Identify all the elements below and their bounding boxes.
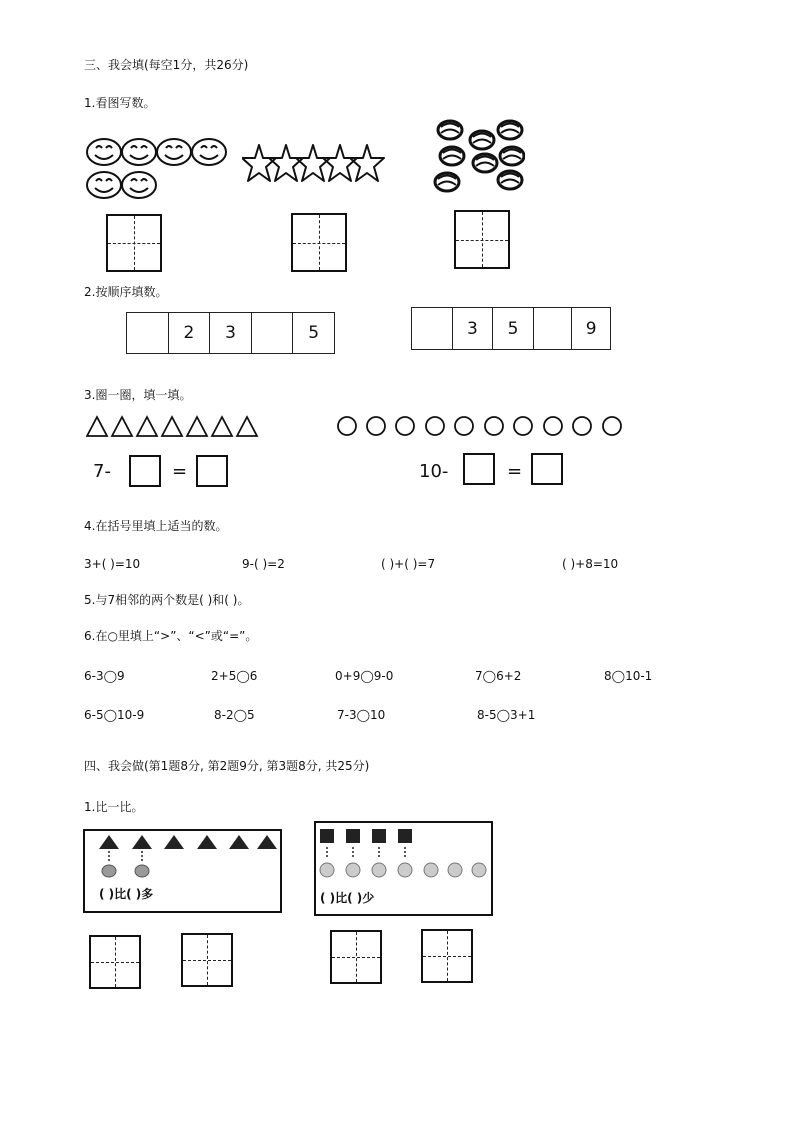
sequence-cell: 3 xyxy=(453,308,494,349)
sequence-cell[interactable] xyxy=(252,313,294,353)
q3-title: 3.圈一圈，填一填。 xyxy=(84,388,192,402)
filled-triangle-icon xyxy=(197,835,217,849)
circle-icon xyxy=(426,417,444,435)
squares-and-dots-figure xyxy=(316,823,491,885)
triangles-figure xyxy=(86,414,262,438)
ball-icon xyxy=(440,147,464,165)
panel-more-text: ( )比( )多 xyxy=(99,887,154,901)
compare-item: 2+5◯6 xyxy=(211,669,258,683)
triangle-icon xyxy=(212,417,232,436)
circle-icon xyxy=(603,417,621,435)
q6-title: 6.在○里填上“>”、“<”或“=”。 xyxy=(84,629,258,643)
balls-figure xyxy=(430,118,525,196)
sequence-cell: 5 xyxy=(308,323,320,343)
equation1-prefix: 7- xyxy=(93,461,111,482)
circles-figure xyxy=(336,414,628,438)
answer-box[interactable] xyxy=(421,929,473,983)
triangle-icon xyxy=(162,417,182,436)
star-icon xyxy=(242,145,276,181)
answer-box[interactable] xyxy=(89,935,141,989)
q4-item: ( )+( )=7 xyxy=(381,557,436,571)
compare-item: 8-2◯5 xyxy=(214,708,255,722)
q2-title: 2.按顺序填数。 xyxy=(84,285,168,299)
equation1-blank-1[interactable] xyxy=(129,455,161,487)
compare-item: 8-5◯3+1 xyxy=(477,708,536,722)
equation2-equals: = xyxy=(507,461,523,482)
dot-icon xyxy=(424,863,438,877)
filled-triangle-icon xyxy=(164,835,184,849)
filled-square-icon xyxy=(372,829,386,843)
ball-icon xyxy=(498,121,522,139)
compare-item: 6-3◯9 xyxy=(84,669,125,683)
circle-icon xyxy=(544,417,562,435)
triangle-icon xyxy=(187,417,207,436)
compare-item: 7◯6+2 xyxy=(475,669,522,683)
circle-icon xyxy=(338,417,356,435)
q4-title: 4.在括号里填上适当的数。 xyxy=(84,519,228,533)
filled-triangle-icon xyxy=(229,835,249,849)
panel-less-text: ( )比( )少 xyxy=(320,891,375,905)
dot-icon xyxy=(448,863,462,877)
filled-square-icon xyxy=(320,829,334,843)
equation2-prefix: 10- xyxy=(419,461,449,482)
ball-icon xyxy=(438,121,462,139)
ball-icon xyxy=(470,131,494,149)
compare-item: 8◯10-1 xyxy=(604,669,653,683)
circle-icon xyxy=(396,417,414,435)
triangle-icon xyxy=(87,417,107,436)
dot-icon xyxy=(135,865,149,877)
s4-q1-title: 1.比一比。 xyxy=(84,800,144,814)
dot-icon xyxy=(398,863,412,877)
equation2-blank-2[interactable] xyxy=(531,453,563,485)
equation2-blank-1[interactable] xyxy=(463,453,495,485)
ball-icon xyxy=(500,147,524,165)
star-icon xyxy=(350,145,384,181)
ball-icon xyxy=(473,154,497,172)
ball-icon xyxy=(435,173,459,191)
sequence-cell[interactable] xyxy=(127,313,169,353)
circle-icon xyxy=(514,417,532,435)
smiley-icon xyxy=(122,172,156,198)
dot-icon xyxy=(372,863,386,877)
sequence-row-1 xyxy=(126,312,335,354)
triangle-icon xyxy=(137,417,157,436)
smiley-icon xyxy=(192,139,226,165)
dot-icon xyxy=(346,863,360,877)
stars-figure xyxy=(242,143,387,187)
filled-triangle-icon xyxy=(257,835,277,849)
filled-triangle-icon xyxy=(99,835,119,849)
answer-box-smileys[interactable] xyxy=(106,214,162,272)
compare-item: 7-3◯10 xyxy=(337,708,386,722)
ball-icon xyxy=(498,171,522,189)
equation1-blank-2[interactable] xyxy=(196,455,228,487)
sequence-cell: 9 xyxy=(585,318,597,339)
q1-title: 1.看图写数。 xyxy=(84,96,156,110)
smiley-faces-figure xyxy=(82,134,232,204)
answer-box[interactable] xyxy=(330,930,382,984)
q4-item: ( )+8=10 xyxy=(562,557,619,571)
sequence-cell[interactable] xyxy=(412,308,453,349)
section3-heading: 三、我会填(每空1分，共26分) xyxy=(84,58,249,72)
q4-item: 3+( )=10 xyxy=(84,557,141,571)
compare-item: 0+9◯9-0 xyxy=(335,669,394,683)
compare-panel-more xyxy=(83,829,282,913)
section4-heading: 四、我会做(第1题8分, 第2题9分, 第3题8分, 共25分) xyxy=(84,759,370,773)
sequence-cell[interactable] xyxy=(534,308,573,349)
equation1-equals: = xyxy=(172,461,188,482)
sequence-row-2 xyxy=(411,307,611,350)
star-icon xyxy=(323,145,357,181)
smiley-icon xyxy=(122,139,156,165)
answer-box-stars[interactable] xyxy=(291,213,347,272)
filled-square-icon xyxy=(398,829,412,843)
dot-icon xyxy=(472,863,486,877)
sequence-cell: 5 xyxy=(493,308,534,349)
compare-panel-less xyxy=(314,821,493,916)
circle-icon xyxy=(485,417,503,435)
answer-box-balls[interactable] xyxy=(454,210,510,269)
q5-title: 5.与7相邻的两个数是( )和( )。 xyxy=(84,593,250,607)
triangle-icon xyxy=(237,417,257,436)
dot-icon xyxy=(320,863,334,877)
q4-item: 9-( )=2 xyxy=(242,557,285,571)
smiley-icon xyxy=(157,139,191,165)
dot-icon xyxy=(102,865,116,877)
circle-icon xyxy=(455,417,473,435)
smiley-icon xyxy=(87,139,121,165)
star-icon xyxy=(269,145,303,181)
circle-icon xyxy=(573,417,591,435)
sequence-cell: 3 xyxy=(210,313,252,353)
star-icon xyxy=(296,145,330,181)
compare-item: 6-5◯10-9 xyxy=(84,708,145,722)
sequence-cell: 2 xyxy=(169,313,211,353)
triangle-icon xyxy=(112,417,132,436)
circle-icon xyxy=(367,417,385,435)
filled-square-icon xyxy=(346,829,360,843)
triangles-and-dots-figure xyxy=(85,831,280,881)
filled-triangle-icon xyxy=(132,835,152,849)
answer-box[interactable] xyxy=(181,933,233,987)
smiley-icon xyxy=(87,172,121,198)
